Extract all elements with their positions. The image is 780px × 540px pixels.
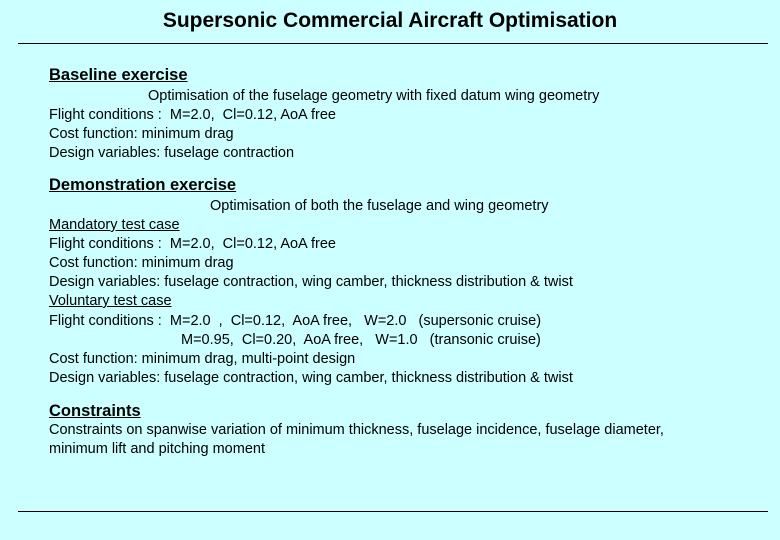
baseline-flight-conditions: Flight conditions : M=2.0, Cl=0.12, AoA free	[49, 107, 336, 123]
mandatory-cost-function: Cost function: minimum drag	[49, 255, 234, 271]
constraints-line-2: minimum lift and pitching moment	[49, 441, 265, 457]
demonstration-description: Optimisation of both the fuselage and wing geometry	[210, 198, 549, 214]
mandatory-label: Mandatory test case	[49, 217, 180, 233]
voluntary-flight-conditions-2: M=0.95, Cl=0.20, AoA free, W=1.0 (transonic cruise)	[181, 332, 541, 348]
voluntary-cost-function: Cost function: minimum drag, multi-point design	[49, 351, 356, 367]
baseline-heading: Baseline exercise	[49, 66, 188, 84]
demonstration-heading: Demonstration exercise	[49, 176, 237, 194]
voluntary-label: Voluntary test case	[49, 293, 172, 309]
voluntary-flight-conditions-1: Flight conditions : M=2.0 , Cl=0.12, AoA free, W=2.0 (supersonic cruise)	[49, 313, 542, 329]
mandatory-flight-conditions: Flight conditions : M=2.0, Cl=0.12, AoA free	[49, 236, 336, 252]
baseline-description: Optimisation of the fuselage geometry with fixed datum wing geometry	[148, 88, 600, 104]
top-divider	[18, 43, 768, 44]
slide-title: Supersonic Commercial Aircraft Optimisation	[162, 9, 618, 32]
constraints-line-1: Constraints on spanwise variation of minimum thickness, fuselage incidence, fuselage diameter,	[49, 422, 664, 438]
constraints-heading: Constraints	[49, 402, 141, 420]
mandatory-design-variables: Design variables: fuselage contraction, wing camber, thickness distribution & twist	[49, 274, 573, 290]
baseline-cost-function: Cost function: minimum drag	[49, 126, 234, 142]
voluntary-design-variables: Design variables: fuselage contraction, wing camber, thickness distribution & twist	[49, 370, 573, 386]
bottom-divider	[18, 511, 768, 512]
baseline-design-variables: Design variables: fuselage contraction	[49, 145, 295, 161]
